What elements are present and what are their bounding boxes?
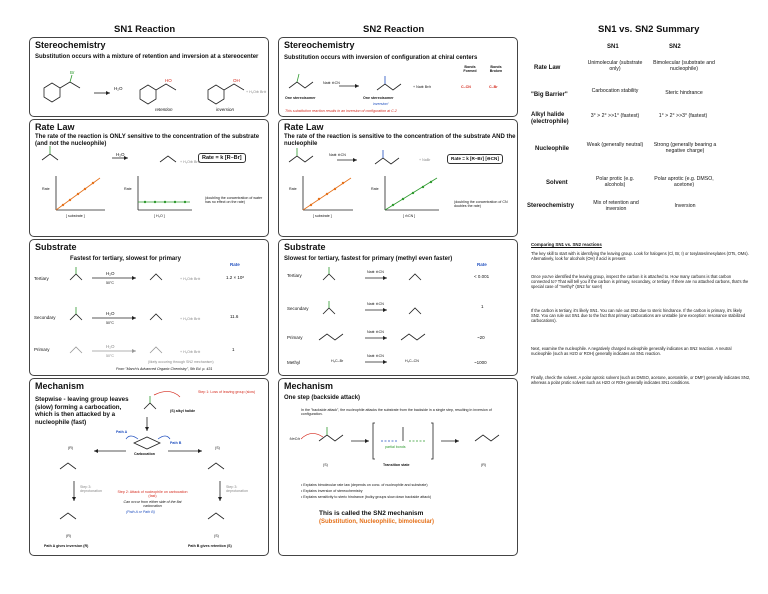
- sn2-nacn-1: Na⊕ ⊖CN: [367, 302, 384, 306]
- sn1-step3b: Step 3: deprotonation: [226, 485, 248, 494]
- sn1-substrate-note2: From "March's Advanced Organic Chemistry", 5th Ed. p. 431: [116, 367, 213, 371]
- sn2-label-r: (R): [481, 463, 486, 467]
- sn2-rate-drawing: [279, 120, 519, 238]
- summary-row-a-5: Mix of retention and inversion: [593, 200, 639, 212]
- sn1-mech-heading: Mechanism: [35, 381, 85, 391]
- sn1-step1: Step 1: Loss of leaving group (slow): [198, 390, 256, 394]
- sn1-title: SN1 Reaction: [114, 24, 176, 35]
- sn1-row-label-0: Tertiary: [34, 276, 49, 281]
- sn2-rate-note: (doubling the concentration of CN doubles the rate): [454, 200, 508, 209]
- sn2-rate-subtitle: The rate of the reaction is sensitive to the concentration of the substrate AND the nucleophile: [284, 134, 516, 147]
- sn2-partial: partial bonds: [385, 445, 406, 449]
- sn1-carbocation: Carbocation: [134, 452, 155, 456]
- sn1-alkyl-halide: (S) alkyl halide: [170, 409, 196, 413]
- sn2-stereo-note: This substitution reaction results in an inversion of configuration at C-2: [285, 109, 397, 113]
- sn1-path-a: Path A: [116, 430, 128, 434]
- label-inversion: inversion: [216, 107, 235, 112]
- sn2-row-label-2: Primary: [287, 335, 303, 340]
- sn2-callout1: This is called the SN2 mechanism: [319, 510, 424, 517]
- sn2-mech-heading: Mechanism: [284, 381, 334, 391]
- sn2-substrate-panel: [278, 239, 518, 376]
- bonds-formed: Bonds Formed: [463, 65, 477, 74]
- sn1-stereo-reagent: H₂O: [114, 86, 123, 91]
- sn1-rate-xaxis1: [ substrate ]: [66, 214, 85, 218]
- oh-label: OH: [233, 78, 240, 83]
- summary-row-b-3: Strong (generally bearing a negative charge): [653, 142, 717, 154]
- summary-row-b-4: Polar aprotic (e.g. DMSO, acetone): [654, 176, 714, 188]
- summary-row-label-2: Alkyl halide (electrophile): [531, 112, 569, 125]
- sn2-mech-drawing: [279, 379, 519, 557]
- sn1-substrate-arrows: [30, 240, 270, 377]
- sn2-methyl-br: H₃C–Br: [331, 359, 344, 363]
- sn1-step3a: Step 3: deprotonation: [80, 485, 102, 494]
- sn2-row-rate-1: 1: [481, 304, 484, 309]
- summary-row-a-1: Carbocation stability: [591, 88, 639, 94]
- sn2-nacn-3: Na⊕ ⊖CN: [367, 354, 384, 358]
- summary-col2: SN2: [669, 44, 681, 50]
- summary-title: SN1 vs. SN2 Summary: [598, 24, 700, 35]
- summary-para-2: If the carbon is tertiary, it's likely SN1. You can rule out SN2 due to steric hindrance. If the carbon is primary, it's likely SN2. You can rule out SN1 due to the fact that primary carbocations are unstable (one exception: resonance stabilized carbocations).: [531, 308, 746, 324]
- sn1-substrate-subtitle: Fastest for tertiary, slowest for primary: [70, 256, 181, 262]
- sn1-rate-yaxis1: Rate: [42, 187, 50, 191]
- sn2-nabr: + Na⊕ Br⊖: [413, 85, 432, 89]
- sn1-rate-panel: [29, 119, 269, 237]
- summary-row-label-5: Stereochemistry: [527, 203, 575, 209]
- summary-row-label-0: Rate Law: [534, 65, 561, 71]
- ho-label: HO: [165, 78, 172, 83]
- sn1-row-reagent-0: H₂O: [106, 271, 115, 276]
- sn1-step2b: Can occur from either side of the flat carbocation: [123, 500, 182, 509]
- sn1-row-reagent-1: H₂O: [106, 311, 115, 316]
- sn1-result-a: Path A gives inversion (R): [44, 544, 89, 548]
- sn1-rate-equation: Rate = k [R–Br]: [198, 153, 246, 163]
- sn1-substrate-note1: (likely occuring through SN2 mechanism): [148, 360, 214, 364]
- sn1-mech-drawing: [30, 379, 270, 557]
- sn1-substrate-panel: [29, 239, 269, 376]
- sn2-rate-header: Rate: [477, 262, 487, 267]
- sn2-substrate-subtitle: Slowest for tertiary, fastest for primary (methyl even faster): [284, 256, 453, 262]
- sn2-rate-byproduct: + NaBr: [419, 158, 431, 162]
- sn1-rate-subtitle: The rate of the reaction is ONLY sensitive to the concentration of the substrate (and not the nucleophile): [35, 134, 260, 147]
- sn2-rate-nacn: Na⊕ ⊖CN: [329, 153, 346, 157]
- sn2-row-label-0: Tertiary: [287, 273, 302, 278]
- summary-row-a-0: Unimolecular (substrate only): [587, 60, 643, 72]
- sn2-rate-xaxis1: [ substrate ]: [313, 214, 332, 218]
- sn1-row-byproduct-2: + H₃O⊕ Br⊖: [180, 350, 201, 354]
- summary-row-label-3: Nucleophile: [535, 146, 570, 152]
- sn2-stereo-subtitle: Substitution occurs with inversion of configuration at chiral centers: [284, 55, 478, 61]
- sn2-label1: One stereoisomer: [285, 96, 316, 100]
- sn1-row-cond-0: 50°C: [106, 281, 115, 285]
- sn1-mech-panel: [29, 378, 269, 556]
- sn2-label2: One stereoisomer: [363, 96, 394, 100]
- bonds-formed-val: C–CN: [461, 85, 471, 89]
- sn2-mech-sub: One step (backside attack): [284, 395, 361, 401]
- sn2-nacn-0: Na⊕ ⊖CN: [367, 270, 384, 274]
- sn2-rate-heading: Rate Law: [284, 122, 324, 132]
- sn2-mech-desc: In the "backside attack", the nucleophile attacks the substrate from the backside in a single step, resulting in inversion of configuration.: [301, 408, 492, 417]
- sn1-path-b: Path B: [170, 441, 182, 445]
- sn1-rate-reagent: H₂O: [116, 152, 125, 157]
- sn1-mech-desc: Stepwise - leaving group leaves (slow) forming a carbocation, which is then attacked by a nucleophile (fast): [35, 396, 129, 426]
- sn2-inversion: inversion!: [373, 102, 389, 106]
- sn1-stereo-panel: [29, 37, 269, 117]
- summary-para-3: Next, examine the nucleophile. A negatively charged nucleophile generally indicates an SN2 reaction. A neutral nucleophile (such as H2O or ROH) generally indicates an SN1 reaction.: [531, 346, 732, 357]
- sn2-row-label-3: Methyl: [287, 360, 301, 365]
- sn1-row-cond-1: 50°C: [106, 321, 115, 325]
- summary-para-0: The key skill to start with is identifying the leaving group. Look for halogens (Cl, Br, I) or tosylates/mesylates (OTs, OMs). Alternatively, look for alcohols (OH) if acid is present: [531, 251, 749, 262]
- sn2-row-rate-3: ~1000: [474, 360, 487, 365]
- sn1-rate-heading: Rate Law: [35, 122, 75, 132]
- sn1-stereo-byproduct: + H₃O⊕ Br⊖: [246, 90, 267, 94]
- summary-row-a-4: Polar protic (e.g. alcohols): [595, 176, 635, 188]
- sn2-rate-equation: Rate = k [R–Br] [⊖CN]: [447, 154, 503, 164]
- sn2-stereo-drawing: [279, 38, 519, 118]
- bonds-broken-val: C–Br: [489, 85, 498, 89]
- br-label: Br: [70, 70, 75, 75]
- compare-title: Comparing SN1 vs. SN2 reactions: [531, 242, 602, 247]
- summary-row-label-1: "Big Barrier": [531, 92, 568, 98]
- sn1-label-s: (S): [215, 446, 220, 450]
- sn2-rate-yaxis1: Rate: [289, 187, 297, 191]
- summary-para-1: Once you've identified the leaving group, inspect the carbon it is attached to. How many carbons is that carbon connected to? That will tell you if the carbon is primary, secondary, or tertiary. If there are no attached carbons, that's the special case of "methyl" (SN2 for sure!): [531, 274, 749, 290]
- sn2-nucleophile: :N≡C⊖: [289, 437, 301, 441]
- sn2-row-rate-2: ~20: [477, 335, 485, 340]
- summary-row-b-1: Steric hindrance: [665, 90, 703, 96]
- sn2-rate-panel: [278, 119, 518, 237]
- sn1-label-s2: (S): [214, 534, 219, 538]
- sn1-rate-yaxis2: Rate: [124, 187, 132, 191]
- sn1-step2c: (Path A or Path B): [126, 510, 155, 514]
- sn1-row-rate-2: 1: [232, 347, 235, 352]
- sn2-stereo-heading: Stereochemistry: [284, 40, 355, 50]
- sn2-nacn: Na⊕ ⊖CN: [323, 81, 340, 85]
- summary-para-4: Finally, check the solvent. A polar aprotic solvent (such as DMSO, acetone, acetonitrile, or DMF) generally indicates SN2, whereas a polar protic solvent such as H2O or ROH generally indicates SN1 conditions.: [531, 375, 751, 386]
- sn2-row-label-1: Secondary: [287, 306, 309, 311]
- sn2-methyl-cn: H₃C–CN: [405, 359, 419, 363]
- sn2-title: SN2 Reaction: [363, 24, 425, 35]
- sn1-rate-xaxis2: [ H₂O ]: [154, 214, 165, 218]
- sn1-row-cond-2: 50°C: [106, 354, 115, 358]
- sn1-row-byproduct-1: + H₃O⊕ Br⊖: [180, 317, 201, 321]
- sn1-row-label-1: Secondary: [34, 315, 56, 320]
- summary-row-b-2: 1° > 2° >>3° (fastest): [658, 113, 708, 119]
- sn2-nacn-2: Na⊕ ⊖CN: [367, 330, 384, 334]
- sn2-rate-xaxis2: [ ⊖CN ]: [403, 214, 416, 218]
- sn1-stereo-subtitle: Substitution occurs with a mixture of retention and inversion at a stereocenter: [35, 54, 259, 60]
- sn1-step2: Step 2: Attack of nucleophile on carbocation (fast): [117, 490, 188, 499]
- sn2-bullet-2: • Explains sensitivity to steric hindrance (bulky groups slow down backside attack): [301, 495, 432, 499]
- sn2-callout2: (Substitution, Nucleophilic, bimolecular): [319, 519, 435, 525]
- sn1-rate-header: Rate: [230, 262, 240, 267]
- sn1-label-r2: (R): [66, 534, 71, 538]
- sn2-substrate-heading: Substrate: [284, 242, 326, 252]
- summary-row-b-5: Inversion: [674, 203, 696, 209]
- sn1-rate-graphs: [30, 120, 270, 238]
- sn1-label-r: (R): [68, 446, 73, 450]
- sn2-stereo-panel: [278, 37, 518, 117]
- sn1-substrate-heading: Substrate: [35, 242, 77, 252]
- sn2-bullet-0: • Explains bimolecular rate law (depends on conc. of nucleophile and substrate): [301, 483, 428, 487]
- summary-row-a-2: 3° > 2° >>1° (fastest): [590, 113, 640, 119]
- sn1-row-rate-0: 1.2 × 10⁶: [226, 275, 245, 280]
- sn1-rate-note: (doubling the concentration of water has no effect on the rate): [205, 196, 263, 205]
- sn2-ts: Transition state: [383, 463, 410, 467]
- sn2-mech-panel: [278, 378, 518, 556]
- sn1-row-rate-1: 11.6: [230, 314, 239, 319]
- summary-row-b-0: Bimolecular (substrate and nucleophile): [653, 60, 715, 72]
- sn1-rate-byproduct: + H₃O⊕ Br⊖: [180, 160, 201, 164]
- summary-col1: SN1: [607, 44, 619, 50]
- sn1-row-label-2: Primary: [34, 347, 50, 352]
- sn1-result-b: Path B gives retention (S): [188, 544, 232, 548]
- summary-row-a-3: Weak (generally neutral): [586, 142, 644, 148]
- sn1-stereo-heading: Stereochemistry: [35, 40, 106, 50]
- bonds-broken: Bonds Broken: [489, 65, 503, 74]
- sn2-label-s: (S): [323, 463, 328, 467]
- sn1-row-reagent-2: H₂O: [106, 344, 115, 349]
- label-retention: retention: [155, 107, 173, 112]
- summary-row-label-4: Solvent: [546, 180, 568, 186]
- sn2-bullet-1: • Explains inversion of stereochemistry: [301, 489, 363, 493]
- sn2-rate-yaxis2: Rate: [371, 187, 379, 191]
- sn1-row-byproduct-0: + H₃O⊕ Br⊖: [180, 277, 201, 281]
- sn2-row-rate-0: < 0.001: [474, 274, 490, 279]
